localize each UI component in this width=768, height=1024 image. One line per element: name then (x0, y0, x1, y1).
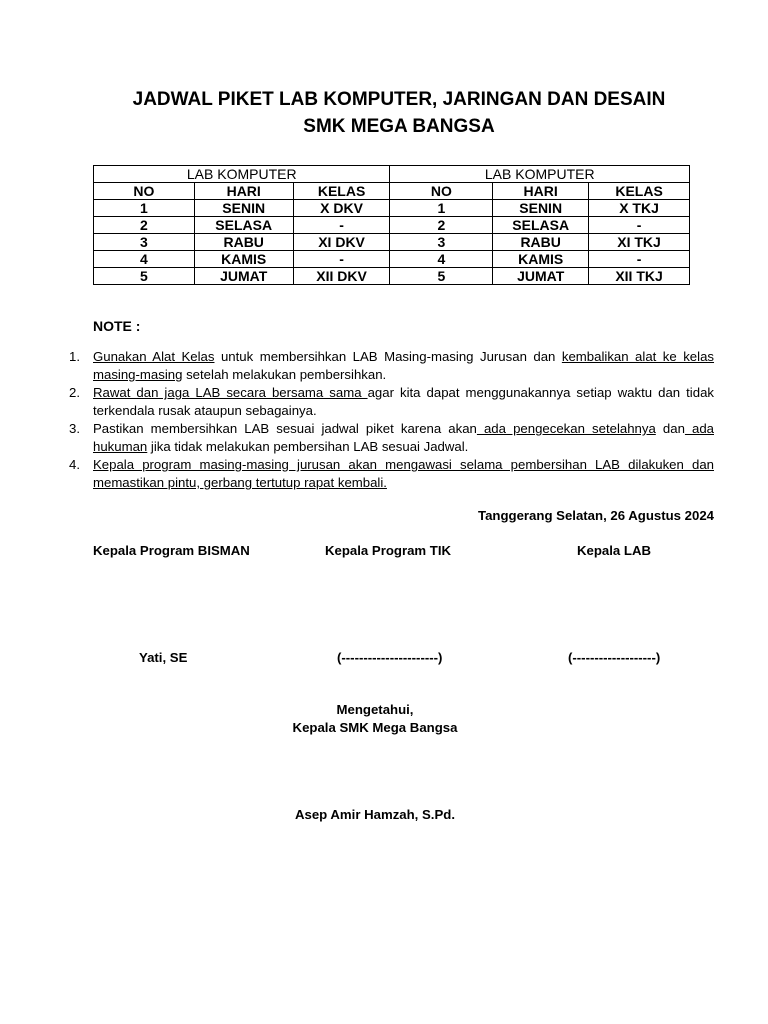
signer-role-2: Kepala Program TIK (325, 543, 452, 558)
table-row (94, 217, 690, 234)
schedule-table (93, 165, 690, 285)
table-cell: X TKJ (589, 200, 690, 217)
table-cell: SENIN (194, 200, 293, 217)
place-date: Tanggerang Selatan, 26 Agustus 2024 (478, 508, 714, 523)
note-text: dan (655, 421, 685, 436)
table-cell: KAMIS (493, 251, 589, 268)
table-cell: XI TKJ (589, 234, 690, 251)
note-number: 3. (69, 421, 80, 436)
table-cell: 3 (390, 234, 493, 251)
table-cell: - (589, 251, 690, 268)
principal-role: Kepala SMK Mega Bangsa (292, 720, 458, 735)
signer-role-1: Kepala Program BISMAN (93, 543, 250, 558)
group-right-header: LAB KOMPUTER (390, 166, 690, 183)
table-cell: RABU (493, 234, 589, 251)
table-cell: JUMAT (493, 268, 589, 285)
note-title: NOTE : (93, 318, 141, 334)
table-row (94, 268, 690, 285)
acknowledge-label: Mengetahui, (336, 702, 414, 717)
table-cell: SENIN (493, 200, 589, 217)
note-text: Kepala program masing-masing jurusan akan mengawasi selama pembersihan LAB dilakuken dan memastikan pintu, gerbang tertutup rapat kembali. (93, 457, 714, 490)
column-header: HARI (493, 183, 589, 200)
table-row (94, 251, 690, 268)
table-cell: SELASA (194, 217, 293, 234)
table-cell: 5 (390, 268, 493, 285)
table-cell: 4 (390, 251, 493, 268)
note-text: Pastikan membersihkan LAB sesuai jadwal piket karena akan (93, 421, 477, 436)
group-left-header: LAB KOMPUTER (94, 166, 390, 183)
note-item (69, 384, 714, 420)
column-header: NO (390, 183, 493, 200)
table-cell: 5 (94, 268, 195, 285)
principal-name: Asep Amir Hamzah, S.Pd. (294, 807, 455, 822)
signer-role-3: Kepala LAB (577, 543, 652, 558)
table-cell: 2 (94, 217, 195, 234)
table-cell: XII TKJ (589, 268, 690, 285)
table-cell: - (589, 217, 690, 234)
table-cell: RABU (194, 234, 293, 251)
table-row (94, 200, 690, 217)
note-item (69, 420, 714, 456)
note-item (69, 456, 714, 492)
table-cell: SELASA (493, 217, 589, 234)
note-text: ada hukuman (93, 421, 714, 454)
column-header: KELAS (589, 183, 690, 200)
title-line-2: SMK MEGA BANGSA (303, 116, 495, 137)
table-row (94, 234, 690, 251)
table-cell: XII DKV (293, 268, 390, 285)
note-number: 2. (69, 385, 80, 400)
table-cell: XI DKV (293, 234, 390, 251)
table-cell: 3 (94, 234, 195, 251)
note-number: 4. (69, 457, 80, 472)
notes-list (69, 348, 715, 492)
note-text: setelah melakukan pembersihkan. (182, 367, 387, 382)
table-cell: - (293, 217, 390, 234)
note-text: kembalikan alat ke kelas masing-masing (93, 349, 715, 382)
note-text: Rawat dan jaga LAB secara bersama sama (93, 385, 368, 400)
note-text: untuk membersihkan LAB Masing-masing Jurusan dan (214, 349, 562, 364)
title-line-1: JADWAL PIKET LAB KOMPUTER, JARINGAN DAN DESAIN (132, 89, 666, 110)
table-cell: X DKV (293, 200, 390, 217)
document-title (0, 86, 768, 140)
table-cell: 1 (390, 200, 493, 217)
table-column-header (94, 183, 690, 200)
column-header: NO (94, 183, 195, 200)
table-cell: - (293, 251, 390, 268)
note-text: agar kita dapat menggunakannya setiap waktu dan tidak terkendala rusak ataupun sebagainya. (93, 385, 714, 418)
column-header: HARI (194, 183, 293, 200)
signer-name-3: (-------------------) (568, 650, 661, 665)
table-cell: KAMIS (194, 251, 293, 268)
note-text: jika tidak melakukan pembersihan LAB sesuai Jadwal. (147, 439, 469, 454)
note-item (69, 348, 715, 384)
signer-name-1: Yati, SE (139, 650, 188, 665)
table-cell: 2 (390, 217, 493, 234)
note-text: ada pengecekan setelahnya (476, 421, 656, 436)
table-cell: JUMAT (194, 268, 293, 285)
table-cell: 1 (94, 200, 195, 217)
table-group-header (94, 166, 690, 183)
note-text: Gunakan Alat Kelas (93, 349, 215, 364)
column-header: KELAS (293, 183, 390, 200)
signer-name-2: (----------------------) (337, 650, 443, 665)
note-number: 1. (69, 349, 80, 364)
table-cell: 4 (94, 251, 195, 268)
